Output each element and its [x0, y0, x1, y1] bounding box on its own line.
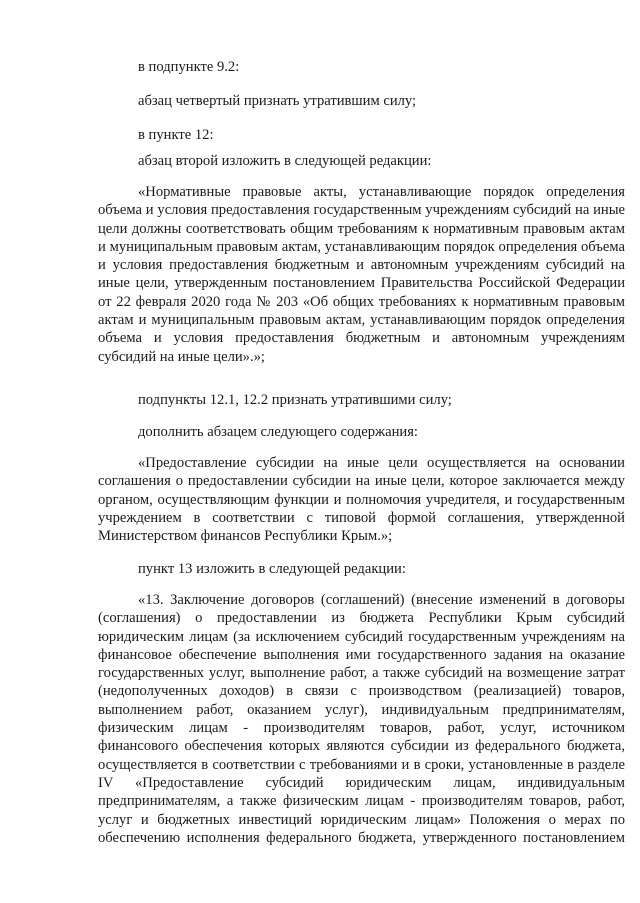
- paragraph-normative-acts: «Нормативные правовые акты, устанавливающие порядок определения объема и условия предоставления государственным учреждениям субсидий на иные цели должны соответствовать общим требованиям к нормативным правовым актам и муниципальным правовым актам, устанавливающим порядок определения объема и условия предоставления бюджетным и автономным учреждениям субсидий на иные цели, утвержденным постановлением Правительства Российской Федерации от 22 февраля 2020 года № 203 «Об общих требованиях к нормативным правовым актам и муниципальным правовым актам, устанавливающим порядок определения объема и условия предоставления бюджетным и автономным учреждениям субсидий на иные цели».»;: [98, 184, 625, 365]
- paragraph-point-13-heading: пункт 13 изложить в следующей редакции:: [138, 561, 406, 577]
- paragraph-subsidy-agreement: «Предоставление субсидии на иные цели осуществляется на основании соглашения о предоставлении субсидии на иные цели, которое заключается между органом, осуществляющим функции и полномочия учредителя, и государственным учреждением в соответствии с типовой формой соглашения, утвержденной Министерством финансов Республики Крым.»;: [98, 455, 625, 545]
- paragraph-point-12: в пункте 12:: [138, 127, 214, 143]
- paragraph-subpoints-abolish: подпункты 12.1, 12.2 признать утратившими силу;: [138, 392, 452, 408]
- paragraph-abolish-fourth: абзац четвертый признать утратившим силу;: [138, 93, 417, 109]
- paragraph-second-abzac-heading: абзац второй изложить в следующей редакции:: [138, 153, 432, 169]
- paragraph-point-13-text: «13. Заключение договоров (соглашений) (внесение изменений в договоры (соглашения) о предоставлении из бюджета Республики Крым субсидий юридическим лицам (за исключением субсидий государственным учреждениям на финансовое обеспечение выполнения ими государственного задания на оказание государственных услуг, выполнение работ, а также субсидий на возмещение затрат (недополученных доходов) в связи с производством (реализацией) товаров, выполнением работ, оказанием услуг), индивидуальным предпринимателям, физическим лицам - производителям товаров, работ, услуг, источником финансового обеспечения которых являются субсидии из федерального бюджета, осуществляется в соответствии с требованиями и в сроки, установленные в разделе IV «Предоставление субсидий юридическим лицам, индивидуальным предпринимателям, а также физическим лицам - производителям товаров, работ, услуг и бюджетных инвестиций юридическим лицам» Положения о мерах по обеспечению исполнения федерального бюджета, утвержденного постановлением: [98, 592, 625, 846]
- paragraph-add-abzac: дополнить абзацем следующего содержания:: [138, 424, 418, 440]
- paragraph-subpoint-9-2: в подпункте 9.2:: [138, 59, 240, 75]
